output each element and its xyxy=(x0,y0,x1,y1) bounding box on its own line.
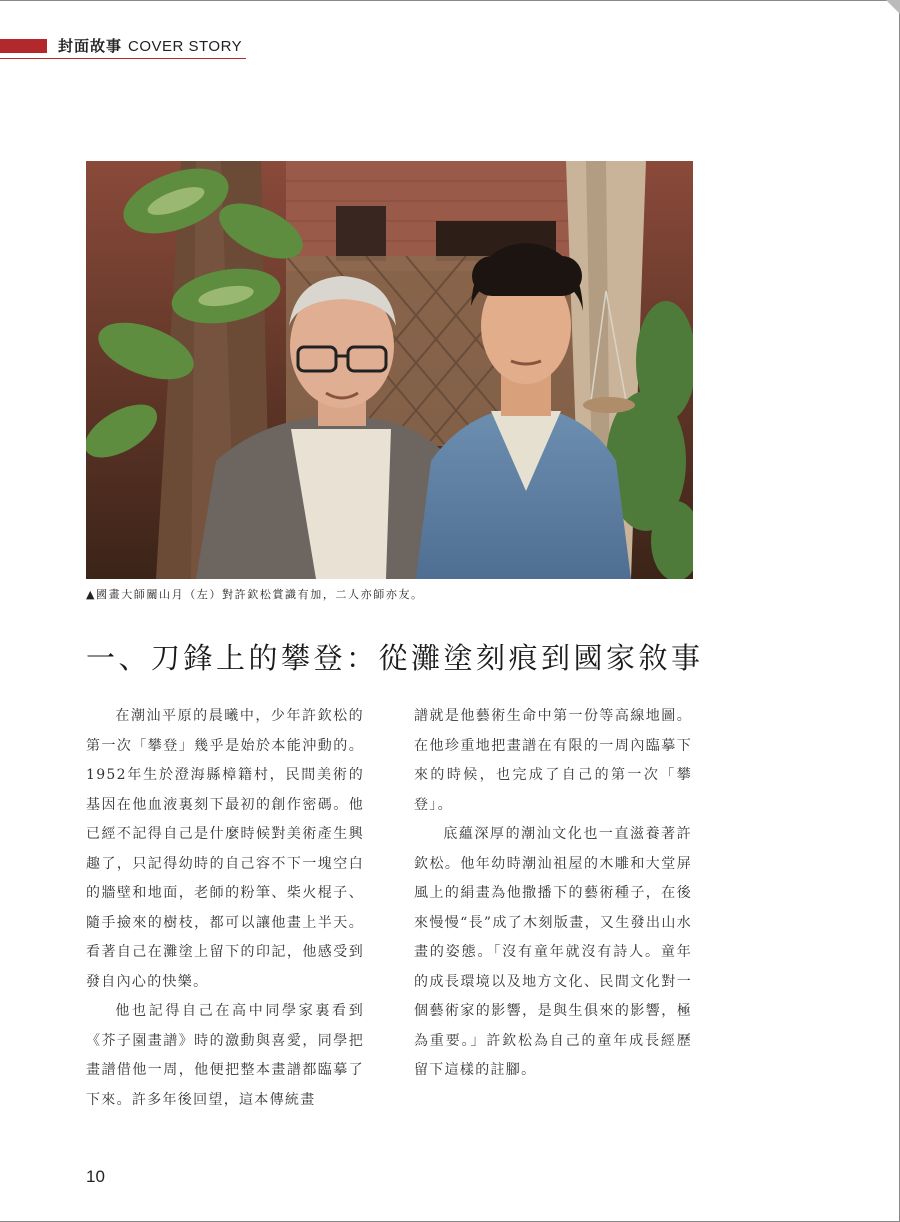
section-label-cn: 封面故事 xyxy=(58,37,123,55)
cover-photo xyxy=(86,161,693,579)
photo-caption: ▲國畫大師關山月（左）對許欽松賞識有加，二人亦師亦友。 xyxy=(86,588,424,601)
paragraph: 在潮汕平原的晨曦中，少年許欽松的第一次「攀登」幾乎是始於本能沖動的。1952年生於澄海縣樟籍村，民間美術的基因在他血液裏刻下最初的創作密碼。他已經不記得自己是什麼時候對美術產生興趣了，只記得幼時的自己容不下一塊空白的牆壁和地面，老師的粉筆、柴火棍子、隨手撿來的樹枝，都可以讓他畫上半天。看著自己在灘塗上留下的印記，他感受到發自內心的快樂。 xyxy=(86,708,364,990)
article-title: 一、刀鋒上的攀登：從灘塗刻痕到國家敘事 xyxy=(86,641,704,675)
paragraph: 底蘊深厚的潮汕文化也一直滋養著許欽松。他年幼時潮汕祖屋的木雕和大堂屏風上的絹畫為他撒播下的藝術種子，在後來慢慢“長”成了木刻版畫，又生發出山水畫的姿態。「沒有童年就沒有詩人。童年的成長環境以及地方文化、民間文化對一個藝術家的影響，是與生俱來的影響，極為重要。」許欽松為自己的童年成長經歷留下這樣的註腳。 xyxy=(414,826,692,1078)
section-underline xyxy=(0,58,246,59)
page-corner-fold xyxy=(886,0,900,14)
page-number: 10 xyxy=(86,1167,105,1186)
paragraph: 他也記得自己在高中同學家裏看到《芥子園畫譜》時的激動與喜愛，同學把畫譜借他一周，他便把整本畫譜都臨摹了下來。許多年後回望，這本傳統畫 xyxy=(86,1003,364,1108)
section-accent-bar xyxy=(0,39,47,53)
section-label-en: COVER STORY xyxy=(128,38,243,55)
paragraph: 譜就是他藝術生命中第一份等高線地圖。在他珍重地把畫譜在有限的一周內臨摹下來的時候，也完成了自己的第一次「攀登」。 xyxy=(414,708,692,813)
section-header xyxy=(0,38,246,62)
cover-photo-illustration xyxy=(86,161,693,579)
article-right-column xyxy=(414,702,692,1086)
page-top-edge xyxy=(0,0,900,1)
section-label xyxy=(58,35,242,56)
article-left-column xyxy=(86,702,364,1115)
